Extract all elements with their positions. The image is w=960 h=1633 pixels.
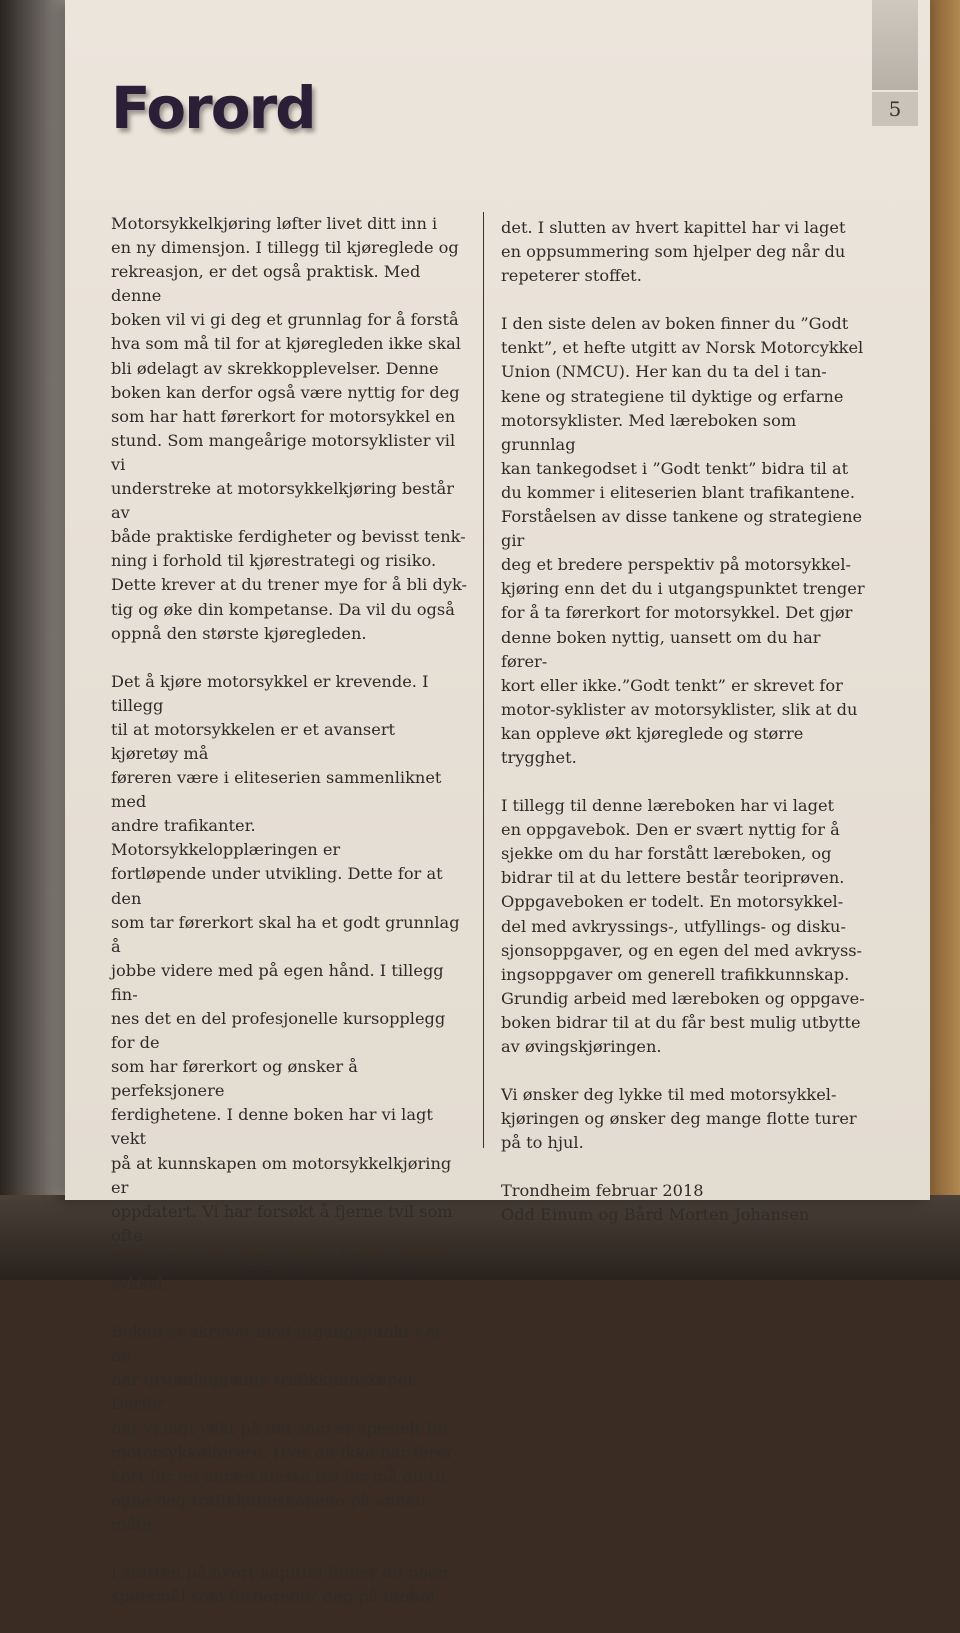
page-title: Forord	[111, 74, 315, 142]
page-number: 5	[872, 92, 918, 126]
signature-place-date: Trondheim februar 2018	[501, 1181, 704, 1201]
paragraph: Det å kjøre motorsykkel er krevende. I tillegg til at motorsykkelen er et avansert kjøretøy må føreren være i eliteserien sammenliknet med andre trafikanter. Motorsykkelopplæringen er fortløpende under utvikling. Dette for at den som tar førerkort skal ha et godt grunnlag å jobbe videre med på egen hånd. I tillegg fin- nes det en del profesjonelle kursopplegg for de som har førerkort og ønsker å perfeksjonere ferdighetene. I denne boken har vi lagt vekt på at kunnskapen om motorsykkelkjøring er oppdatert. Vi har forsøkt å fjerne tvil som ofte fører til myter omkring det å kjøre motor- sykkel.	[111, 671, 460, 1294]
right-text-column	[501, 216, 869, 1228]
book-page	[65, 0, 930, 1607]
paragraph: I tillegg til denne læreboken har vi laget en oppgavebok. Den er svært nyttig for å sjekke om du har forstått læreboken, og bidrar til at du lettere består teoriprøven. Oppgaveboken er todelt. En motorsykkel- del med avkryssings-, utfyllings- og disku- sjonsoppgaver, og en egen del med avkryss- ingsoppgaver om generell trafikkunnskap. Grundig arbeid med læreboken og oppgave- boken bidrar til at du får best mulig utbytte av øvingskjøringen.	[501, 796, 865, 1056]
column-divider	[483, 212, 484, 1148]
paragraph: Boken er skrevet med utgangspunkt i at du har grunnleggende trafikkunnskaper. Derfor har vi lagt vekt på det som er spesielt for motorsykkelførere. Hvis du ikke har fører- kort for en annen klasse fra før må du til- egne deg trafikkunnskapene på annen måte.	[111, 1322, 460, 1534]
paragraph: I starten på hvert kapittel finner du noen spørsmål som forbereder deg på innhol-	[111, 1562, 449, 1607]
signature-authors: Odd Einum og Bård Morten Johansen	[501, 1205, 810, 1225]
left-text-column	[111, 212, 467, 1633]
paragraph: Vi ønsker deg lykke til med motorsykkel- kjøringen og ønsker deg mange flotte turer på to hjul.	[501, 1085, 857, 1153]
paragraph: det. I slutten av hvert kapittel har vi laget en oppsummering som hjelper deg når du repeterer stoffet.	[501, 218, 846, 286]
paragraph: Motorsykkelkjøring løfter livet ditt inn i en ny dimensjon. I tillegg til kjøreglede og rekreasjon, er det også praktisk. Med denne boken vil vi gi deg et grunnlag for å forstå hva som må til for at kjøregleden ikke skal bli ødelagt av skrekkopplevelser. Denne boken kan derfor også være nyttig for deg som har hatt førerkort for motorsykkel en stund. Som mangeårige motorsyklister vil vi understreke at motorsykkelkjøring består av både praktiske ferdigheter og bevisst tenk- ning i forhold til kjørestrategi og risiko. Dette krever at du trener mye for å bli dyk- tig og øke din kompetanse. Da vil du også oppnå den største kjøregleden.	[111, 214, 467, 643]
page-corner-tab	[872, 0, 918, 90]
paragraph: I den siste delen av boken finner du ”Godt tenkt”, et hefte utgitt av Norsk Motorcykkel Union (NMCU). Her kan du ta del i tan- kene og strategiene til dyktige og erfarne motorsyklister. Med læreboken som grunnlag kan tankegodset i ”Godt tenkt” bidra til at du kommer i eliteserien blant trafikantene. Forståelsen av disse tankene og strategiene gir deg et bredere perspektiv på motorsykkel- kjøring enn det du i utgangspunktet trenger for å ta førerkort for motorsykkel. Det gjør denne boken nyttig, uansett om du har fører- kort eller ikke.”Godt tenkt” er skrevet for motor-syklister av motorsyklister, slik at du kan oppleve økt kjøreglede og større trygghet.	[501, 314, 865, 767]
